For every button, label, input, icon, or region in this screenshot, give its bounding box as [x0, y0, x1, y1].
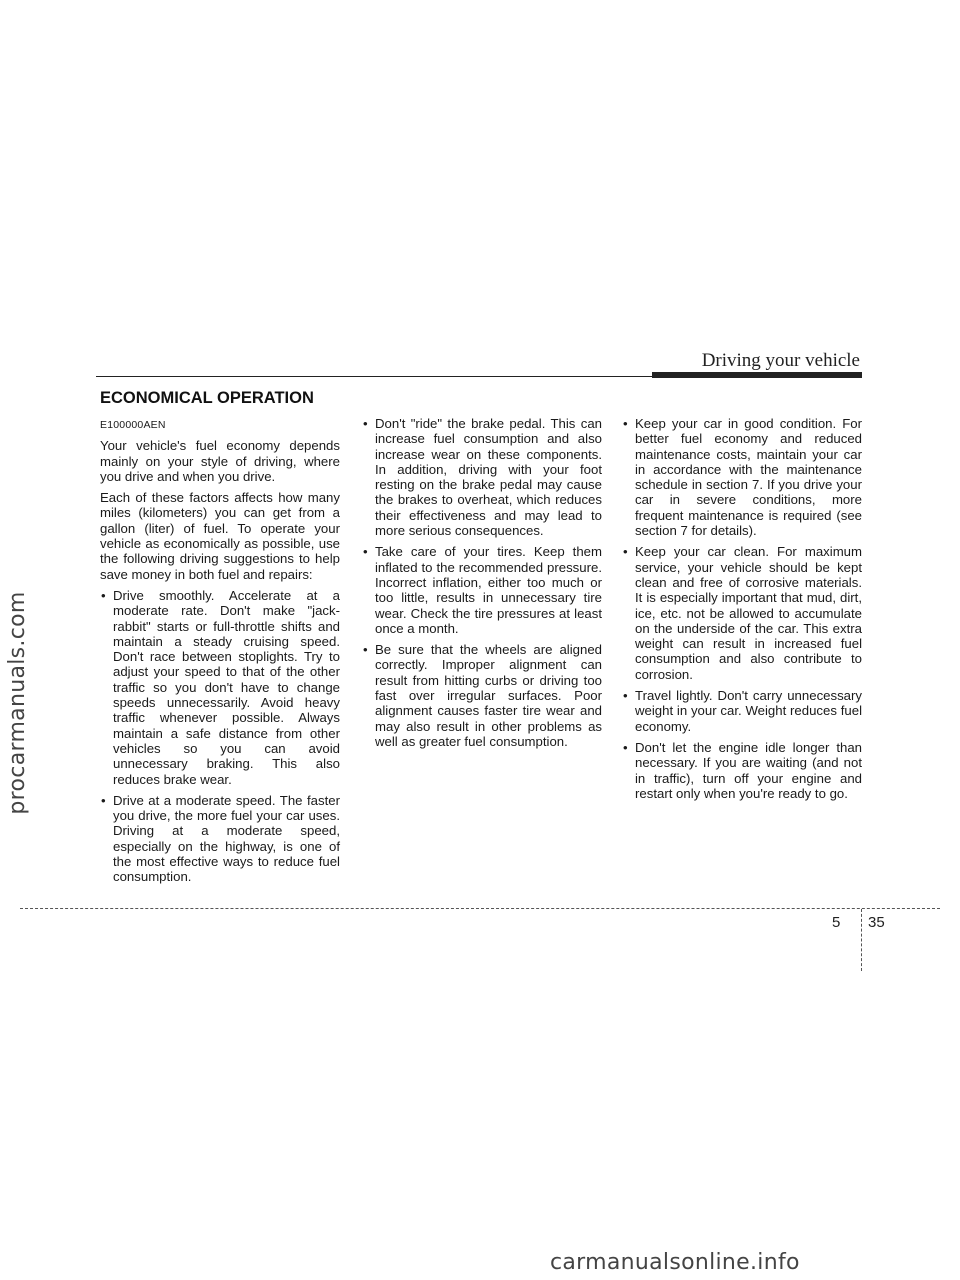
section-code: E100000AEN	[100, 419, 166, 431]
bullet-icon: •	[363, 416, 368, 431]
section-header: Driving your vehicle	[701, 350, 860, 371]
list-item	[100, 793, 340, 885]
list-item	[362, 642, 602, 749]
footer-divider	[861, 909, 862, 971]
list-item-text: Don't "ride" the brake pedal. This can increase fuel consumption and also increase wear on these components. In addition, driving with your foot resting on the brake pedal may cause the brakes to overheat, which reduces their effectiveness and may lead to more serious consequences.	[375, 416, 602, 539]
page-number: 35	[868, 914, 885, 931]
bullet-icon: •	[363, 642, 368, 658]
list-item	[622, 740, 862, 801]
bullet-icon: •	[623, 739, 628, 755]
list-item	[362, 544, 602, 636]
bullet-icon: •	[101, 587, 106, 603]
column-2	[362, 416, 602, 755]
bullet-icon: •	[623, 688, 628, 704]
page-title: ECONOMICAL OPERATION	[100, 389, 314, 407]
side-watermark: procarmanuals.com	[5, 591, 30, 815]
list-item	[362, 416, 602, 538]
chapter-number: 5	[832, 914, 841, 931]
list-item-text: Keep your car in good condition. For better fuel economy and reduced maintenance costs, maintain your car in accordance with the maintenance schedule in section 7. If you drive your car in severe conditions, more frequent maintenance is required (see section 7 for details).	[635, 416, 862, 539]
tips-list	[622, 416, 862, 801]
column-1	[100, 418, 340, 891]
footer-rule	[20, 908, 940, 909]
column-3	[622, 416, 862, 807]
tips-list	[362, 416, 602, 749]
bottom-watermark: carmanualsonline.info	[550, 1250, 800, 1275]
list-item	[622, 544, 862, 682]
bullet-icon: •	[363, 544, 368, 560]
list-item-text: Keep your car clean. For maximum service, your vehicle should be kept clean and free of corrosive materials. It is especially important that mud, dirt, ice, etc. not be allowed to accumulate on the underside of the car. This extra weight can result in increased fuel consumption and also contribute to corrosion.	[635, 544, 862, 682]
intro-paragraph: Each of these factors affects how many miles (kilometers) you can get from a gallon (liter) of fuel. To operate your vehicle as economically as possible, use the following driving suggestions to help save money in both fuel and repairs:	[100, 490, 340, 582]
bullet-icon: •	[623, 544, 628, 560]
list-item-text: Be sure that the wheels are aligned correctly. Improper alignment can result from hitting curbs or driving too fast over irregular surfaces. Poor alignment causes faster tire wear and may also result in other problems as well as greater fuel consumption.	[375, 642, 602, 749]
list-item	[622, 416, 862, 538]
list-item	[622, 688, 862, 734]
list-item	[100, 588, 340, 787]
bullet-icon: •	[623, 416, 628, 431]
intro-paragraph: Your vehicle's fuel economy depends mainly on your style of driving, where you drive and when you drive.	[100, 438, 340, 484]
header-accent-bar	[652, 372, 862, 378]
tips-list	[100, 588, 340, 885]
list-item-text: Drive at a moderate speed. The faster you drive, the more fuel your car uses. Driving at a moderate speed, especially on the highway, is one of the most effective ways to reduce fuel consumption.	[113, 792, 340, 885]
bullet-icon: •	[101, 792, 106, 808]
list-item-text: Travel lightly. Don't carry unnecessary weight in your car. Weight reduces fuel economy.	[635, 688, 862, 734]
list-item-text: Take care of your tires. Keep them inflated to the recommended pressure. Incorrect inflation, either too much or too little, results in unnecessary tire wear. Check the tire pressures at least once a month.	[375, 544, 602, 636]
list-item-text: Drive smoothly. Accelerate at a moderate rate. Don't make "jack-rabbit" starts or full-throttle shifts and maintain a steady cruising speed. Don't race between stoplights. Try to adjust your speed to that of the other traffic so you don't have to change speeds unnecessarily. Avoid heavy traffic whenever possible. Always maintain a safe distance from other vehicles so you can avoid unnecessary braking. This also reduces brake wear.	[113, 587, 340, 787]
list-item-text: Don't let the engine idle longer than necessary. If you are waiting (and not in traffic), turn off your engine and restart only when you're ready to go.	[635, 739, 862, 801]
